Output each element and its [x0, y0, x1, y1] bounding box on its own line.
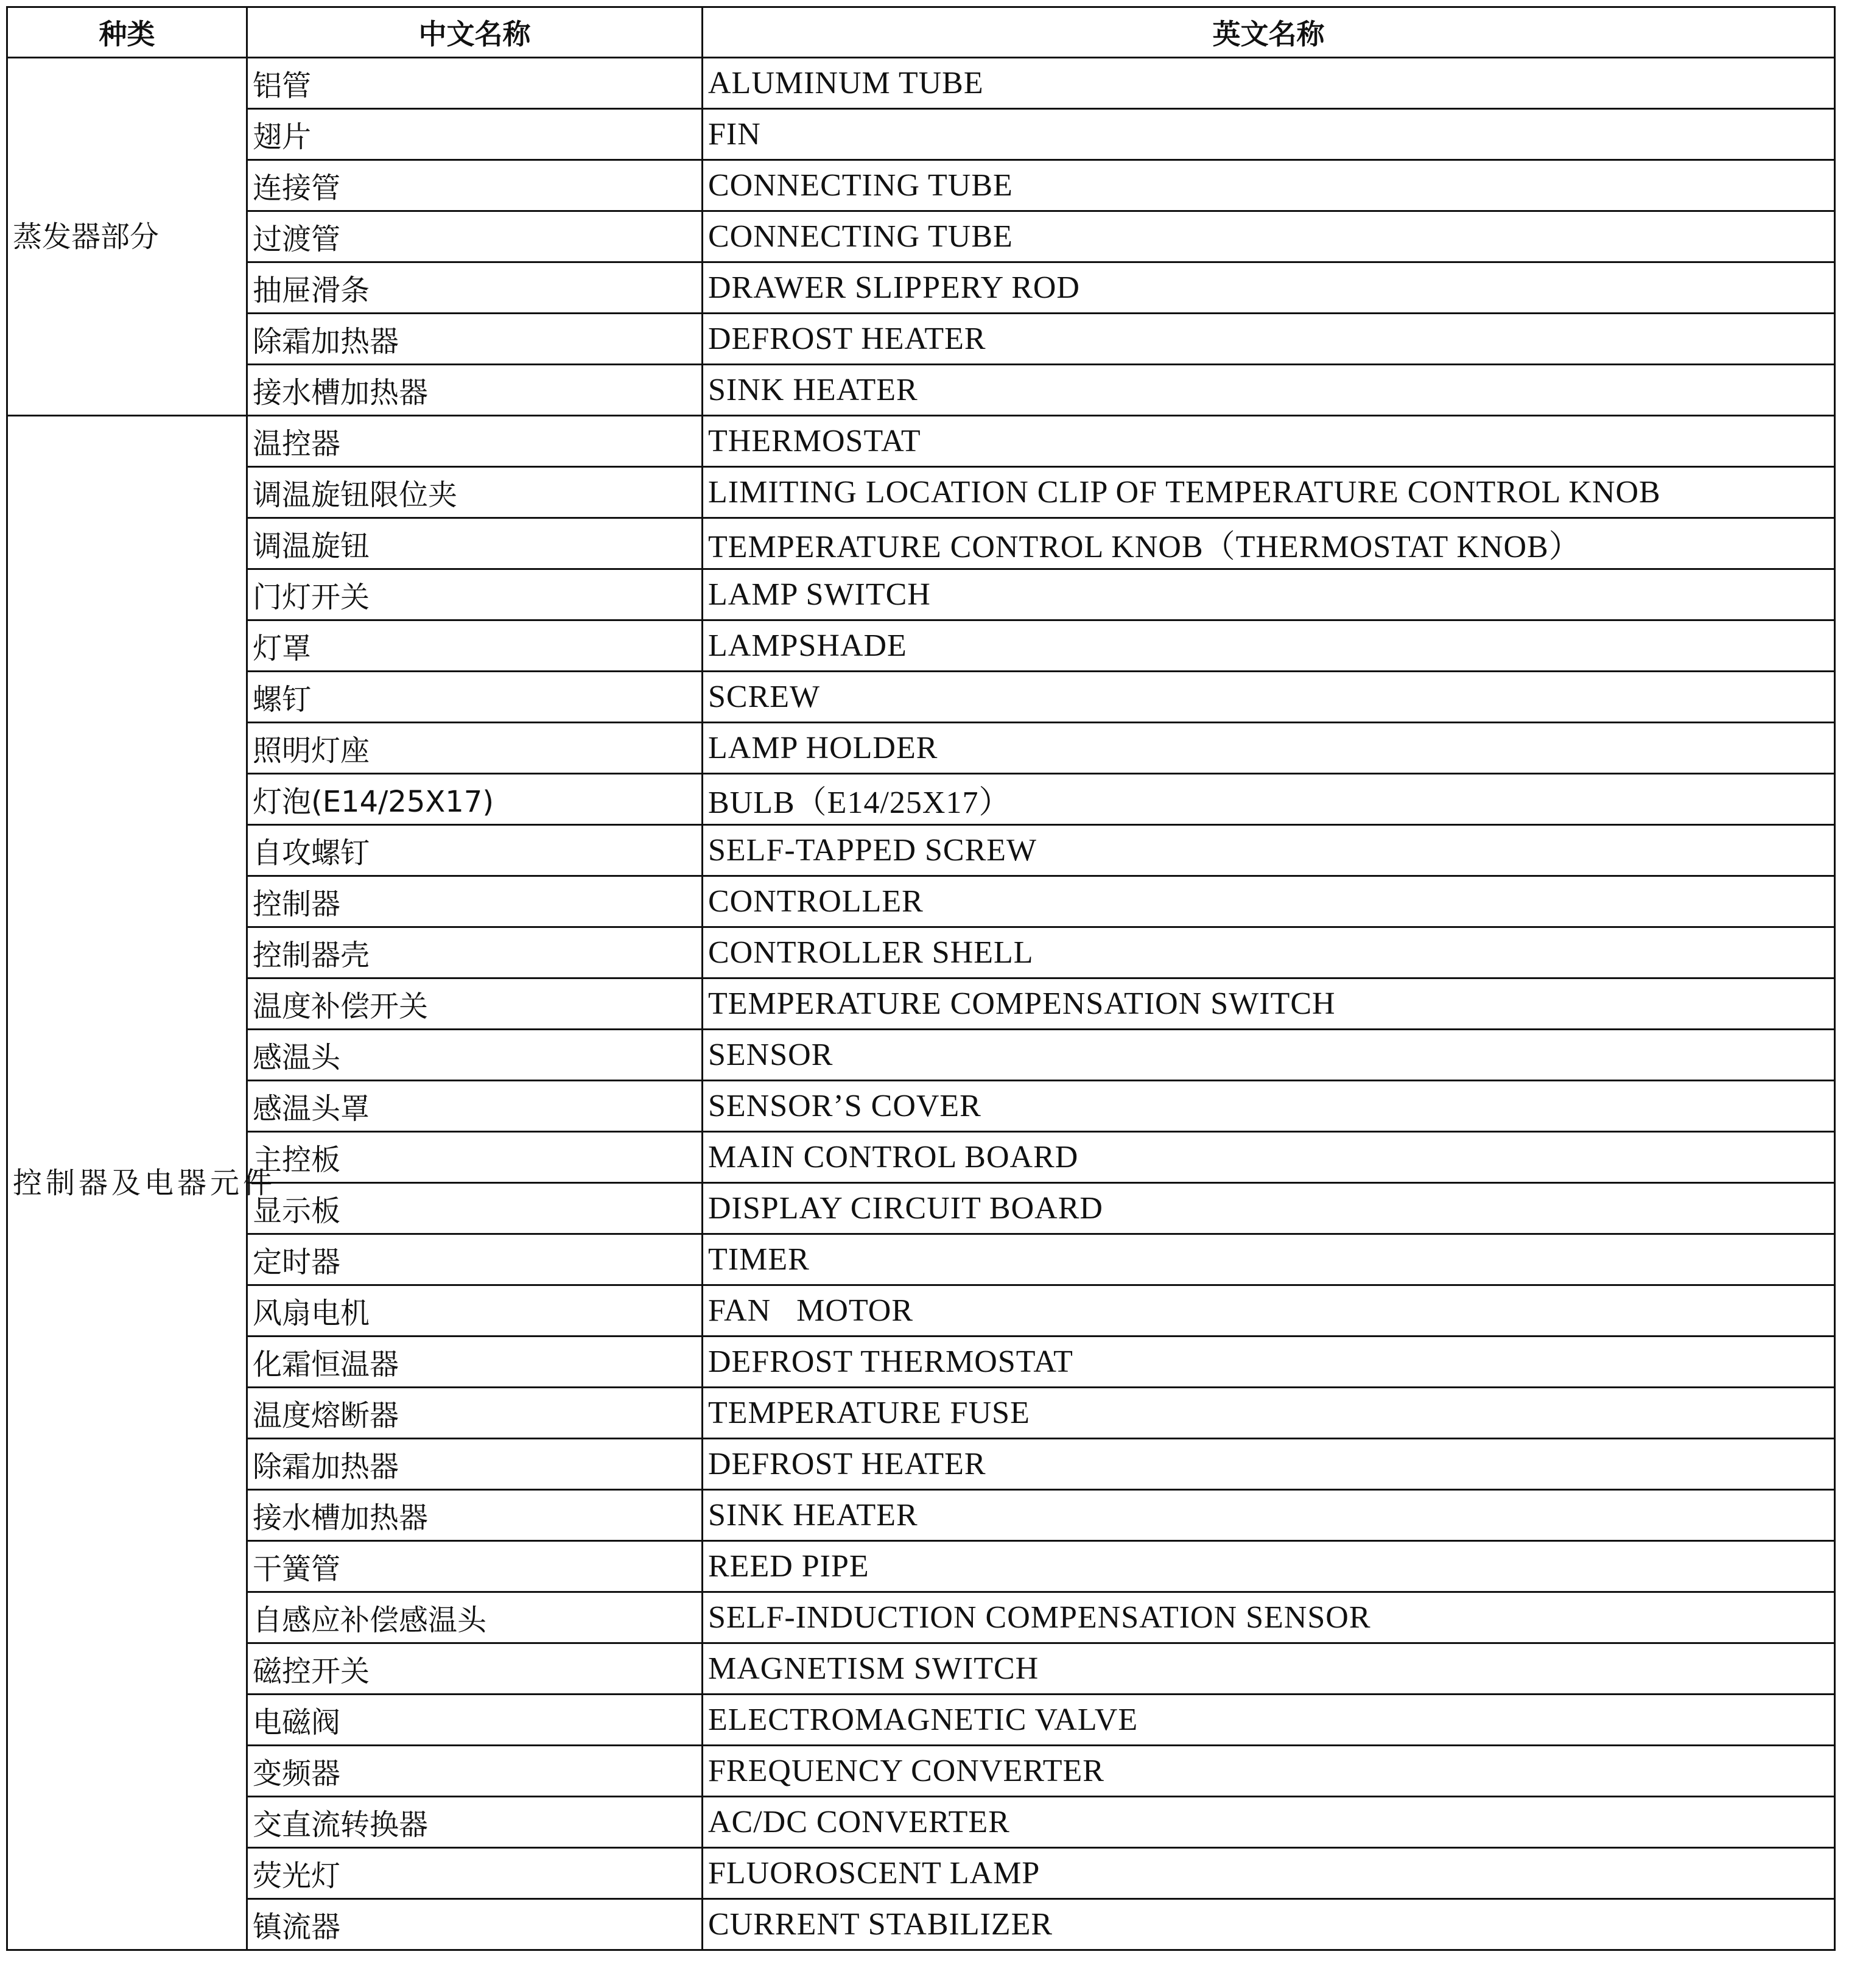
table-row [7, 109, 1835, 160]
chinese-name-cell: 温度补偿开关 [247, 978, 703, 1030]
english-name-cell: SENSOR’S COVER [703, 1081, 1835, 1132]
table-row [7, 1388, 1835, 1439]
table-row [7, 620, 1835, 672]
table-row [7, 1183, 1835, 1234]
table-row [7, 1643, 1835, 1695]
table-row [7, 1234, 1835, 1285]
english-name-cell: MAGNETISM SWITCH [703, 1643, 1835, 1695]
english-name-cell: CURRENT STABILIZER [703, 1899, 1835, 1950]
table-row [7, 518, 1835, 569]
english-name-cell: DEFROST HEATER [703, 314, 1835, 365]
table-row [7, 58, 1835, 109]
chinese-name-cell: 干簧管 [247, 1541, 703, 1592]
chinese-name-cell: 螺钉 [247, 672, 703, 723]
english-name-cell: DISPLAY CIRCUIT BOARD [703, 1183, 1835, 1234]
english-name-cell: CONTROLLER [703, 876, 1835, 927]
table-row [7, 1081, 1835, 1132]
english-name-cell: FIN [703, 109, 1835, 160]
table-row [7, 314, 1835, 365]
chinese-name-cell: 化霜恒温器 [247, 1336, 703, 1388]
english-name-cell: REED PIPE [703, 1541, 1835, 1592]
table-row [7, 1695, 1835, 1746]
header-row [7, 7, 1835, 58]
table-row [7, 1490, 1835, 1541]
chinese-name-cell: 风扇电机 [247, 1285, 703, 1336]
english-name-cell: TEMPERATURE CONTROL KNOB（THERMOSTAT KNOB） [703, 518, 1835, 569]
english-name-cell: LAMP SWITCH [703, 569, 1835, 620]
chinese-name-cell: 调温旋钮 [247, 518, 703, 569]
table-row [7, 262, 1835, 314]
chinese-name-cell: 除霜加热器 [247, 314, 703, 365]
chinese-name-cell: 控制器壳 [247, 927, 703, 978]
english-name-cell: CONNECTING TUBE [703, 211, 1835, 262]
table-row [7, 160, 1835, 211]
chinese-name-cell: 交直流转换器 [247, 1797, 703, 1848]
table-row [7, 774, 1835, 825]
chinese-name-cell: 接水槽加热器 [247, 365, 703, 416]
chinese-name-cell: 感温头 [247, 1030, 703, 1081]
english-name-cell: SELF-INDUCTION COMPENSATION SENSOR [703, 1592, 1835, 1643]
chinese-name-cell: 自感应补偿感温头 [247, 1592, 703, 1643]
table-row [7, 1746, 1835, 1797]
chinese-name-cell: 主控板 [247, 1132, 703, 1183]
parts-glossary-table [6, 6, 1836, 1951]
table-row [7, 1285, 1835, 1336]
chinese-name-cell: 控制器 [247, 876, 703, 927]
chinese-name-cell: 电磁阀 [247, 1695, 703, 1746]
english-name-cell: ALUMINUM TUBE [703, 58, 1835, 109]
english-name-cell: SCREW [703, 672, 1835, 723]
chinese-name-cell: 除霜加热器 [247, 1439, 703, 1490]
chinese-name-cell: 连接管 [247, 160, 703, 211]
chinese-name-cell: 翅片 [247, 109, 703, 160]
table-row [7, 1336, 1835, 1388]
table-row [7, 416, 1835, 467]
english-name-cell: CONTROLLER SHELL [703, 927, 1835, 978]
english-name-cell: LAMPSHADE [703, 620, 1835, 672]
chinese-name-cell: 自攻螺钉 [247, 825, 703, 876]
english-name-cell: DRAWER SLIPPERY ROD [703, 262, 1835, 314]
chinese-name-cell: 调温旋钮限位夹 [247, 467, 703, 518]
english-name-cell: LAMP HOLDER [703, 723, 1835, 774]
table-row [7, 825, 1835, 876]
chinese-name-cell: 门灯开关 [247, 569, 703, 620]
chinese-name-cell: 抽屉滑条 [247, 262, 703, 314]
category-cell: 蒸发器部分 [7, 58, 247, 416]
table-row [7, 1797, 1835, 1848]
header-english-name: 英文名称 [703, 7, 1835, 58]
table-row [7, 365, 1835, 416]
table-row [7, 1030, 1835, 1081]
category-cell: 控制器及电器元件 [7, 416, 247, 1950]
header-chinese-name: 中文名称 [247, 7, 703, 58]
chinese-name-cell: 镇流器 [247, 1899, 703, 1950]
english-name-cell: AC/DC CONVERTER [703, 1797, 1835, 1848]
english-name-cell: FLUOROSCENT LAMP [703, 1848, 1835, 1899]
table-row [7, 1899, 1835, 1950]
english-name-cell: SINK HEATER [703, 365, 1835, 416]
chinese-name-cell: 荧光灯 [247, 1848, 703, 1899]
english-name-cell: THERMOSTAT [703, 416, 1835, 467]
english-name-cell: SENSOR [703, 1030, 1835, 1081]
table-row [7, 569, 1835, 620]
table-body [7, 58, 1835, 1950]
table-row [7, 927, 1835, 978]
chinese-name-cell: 接水槽加热器 [247, 1490, 703, 1541]
english-name-cell: FAN MOTOR [703, 1285, 1835, 1336]
english-name-cell: ELECTROMAGNETIC VALVE [703, 1695, 1835, 1746]
english-name-cell: DEFROST HEATER [703, 1439, 1835, 1490]
chinese-name-cell: 灯罩 [247, 620, 703, 672]
english-name-cell: FREQUENCY CONVERTER [703, 1746, 1835, 1797]
chinese-name-cell: 感温头罩 [247, 1081, 703, 1132]
english-name-cell: MAIN CONTROL BOARD [703, 1132, 1835, 1183]
chinese-name-cell: 磁控开关 [247, 1643, 703, 1695]
english-name-cell: CONNECTING TUBE [703, 160, 1835, 211]
english-name-cell: TEMPERATURE FUSE [703, 1388, 1835, 1439]
chinese-name-cell: 定时器 [247, 1234, 703, 1285]
chinese-name-cell: 变频器 [247, 1746, 703, 1797]
chinese-name-cell: 灯泡(E14/25X17) [247, 774, 703, 825]
table-row [7, 1541, 1835, 1592]
chinese-name-cell: 过渡管 [247, 211, 703, 262]
table-row [7, 1132, 1835, 1183]
table-row [7, 1592, 1835, 1643]
english-name-cell: SELF-TAPPED SCREW [703, 825, 1835, 876]
chinese-name-cell: 显示板 [247, 1183, 703, 1234]
table-row [7, 978, 1835, 1030]
table-row [7, 672, 1835, 723]
table-row [7, 1848, 1835, 1899]
english-name-cell: DEFROST THERMOSTAT [703, 1336, 1835, 1388]
table-row [7, 1439, 1835, 1490]
table-row [7, 467, 1835, 518]
chinese-name-cell: 铝管 [247, 58, 703, 109]
english-name-cell: BULB（E14/25X17） [703, 774, 1835, 825]
header-category: 种类 [7, 7, 247, 58]
english-name-cell: SINK HEATER [703, 1490, 1835, 1541]
english-name-cell: TIMER [703, 1234, 1835, 1285]
chinese-name-cell: 温控器 [247, 416, 703, 467]
english-name-cell: TEMPERATURE COMPENSATION SWITCH [703, 978, 1835, 1030]
table-row [7, 211, 1835, 262]
chinese-name-cell: 照明灯座 [247, 723, 703, 774]
table-row [7, 723, 1835, 774]
english-name-cell: LIMITING LOCATION CLIP OF TEMPERATURE CONTROL KNOB [703, 467, 1835, 518]
table-row [7, 876, 1835, 927]
chinese-name-cell: 温度熔断器 [247, 1388, 703, 1439]
